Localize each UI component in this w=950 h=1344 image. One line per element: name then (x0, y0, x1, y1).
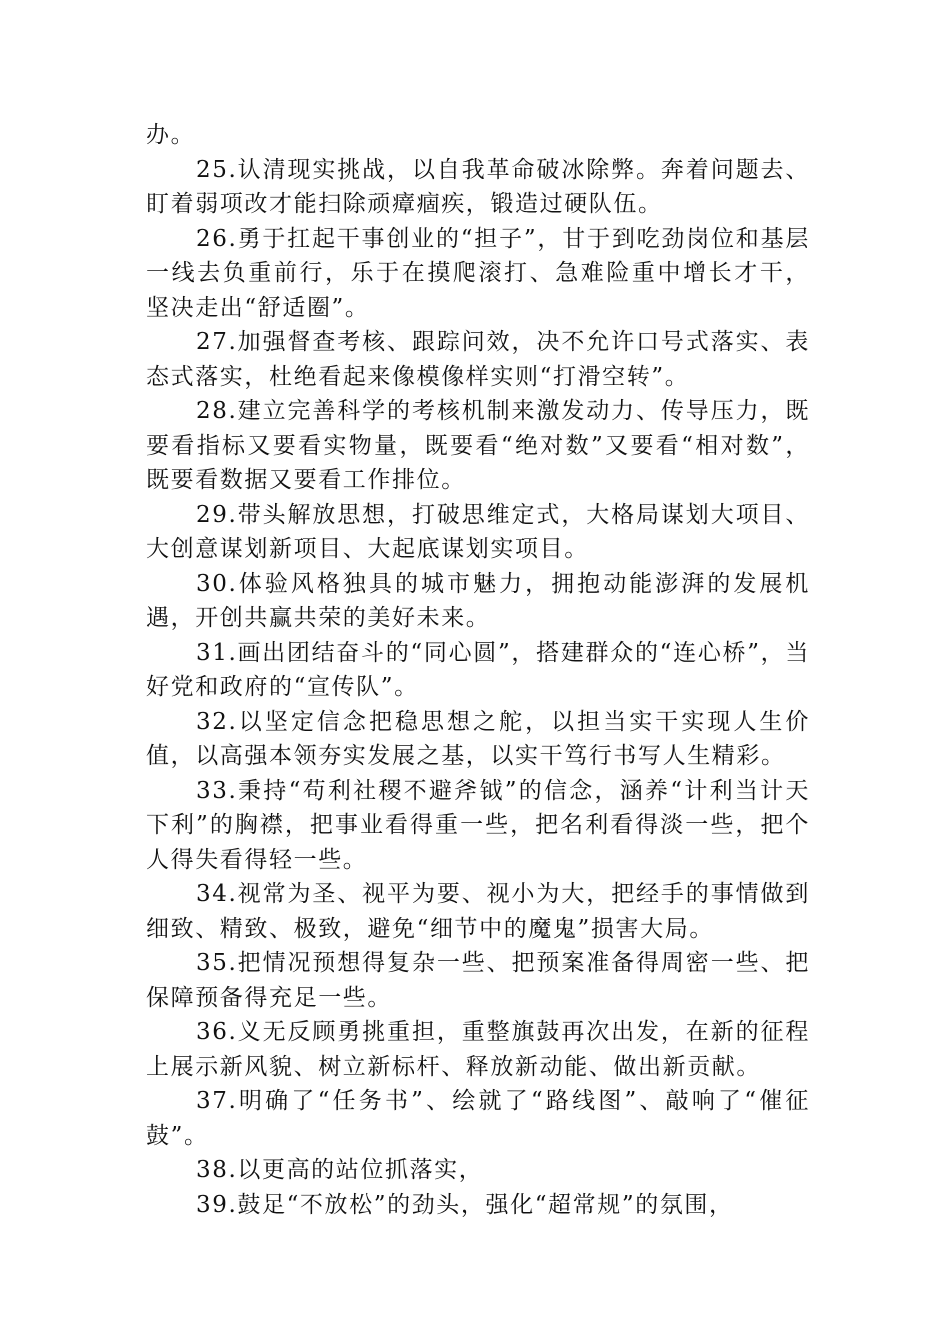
paragraph-37: 37.明确了“任务书”、绘就了“路线图”、敲响了“催征鼓”。 (146, 1088, 810, 1149)
paragraph-29: 29.带头解放思想，打破思维定式，大格局谋划大项目、大创意谋划新项目、大起底谋划实项目。 (146, 501, 810, 562)
paragraph-39: 39.鼓足“不放松”的劲头，强化“超常规”的氛围， (196, 1191, 734, 1218)
paragraph-33: 33.秉持“苟利社稷不避斧钺”的信念，涵养“计利当计天下利”的胸襟，把事业看得重一些，把名利看得淡一些，把个人得失看得轻一些。 (146, 777, 810, 873)
paragraph-31: 31.画出团结奋斗的“同心圆”，搭建群众的“连心桥”，当好党和政府的“宣传队”。 (146, 639, 810, 700)
paragraph-34: 34.视常为圣、视平为要、视小为大，把经手的事情做到细致、精致、极致，避免“细节中的魔鬼”损害大局。 (146, 881, 810, 942)
paragraph-32: 32.以坚定信念把稳思想之舵，以担当实干实现人生价值，以高强本领夯实发展之基，以实干笃行书写人生精彩。 (146, 708, 810, 769)
document-page (146, 118, 810, 1222)
paragraph-continuation: 办。 (146, 122, 196, 148)
paragraph-35: 35.把情况预想得复杂一些、把预案准备得周密一些、把保障预备得充足一些。 (146, 950, 810, 1011)
paragraph-26: 26.勇于扛起干事创业的“担子”，甘于到吃劲岗位和基层一线去负重前行，乐于在摸爬滚打、急难险重中增长才干，坚决走出“舒适圈”。 (146, 225, 810, 321)
paragraph-30: 30.体验风格独具的城市魅力，拥抱动能澎湃的发展机遇，开创共赢共荣的美好未来。 (146, 570, 810, 631)
paragraph-38: 38.以更高的站位抓落实， (196, 1157, 484, 1183)
paragraph-36: 36.义无反顾勇挑重担，重整旗鼓再次出发，在新的征程上展示新风貌、树立新标杆、释放新动能、做出新贡献。 (146, 1019, 810, 1080)
paragraph-27: 27.加强督查考核、跟踪问效，决不允许口号式落实、表态式落实，杜绝看起来像模像样实则“打滑空转”。 (146, 329, 810, 390)
paragraph-28: 28.建立完善科学的考核机制来激发动力、传导压力，既要看指标又要看实物量，既要看“绝对数”又要看“相对数”，既要看数据又要看工作排位。 (146, 398, 810, 493)
paragraph-25: 25.认清现实挑战，以自我革命破冰除弊。奔着问题去、盯着弱项改才能扫除顽瘴痼疾，锻造过硬队伍。 (146, 156, 810, 217)
